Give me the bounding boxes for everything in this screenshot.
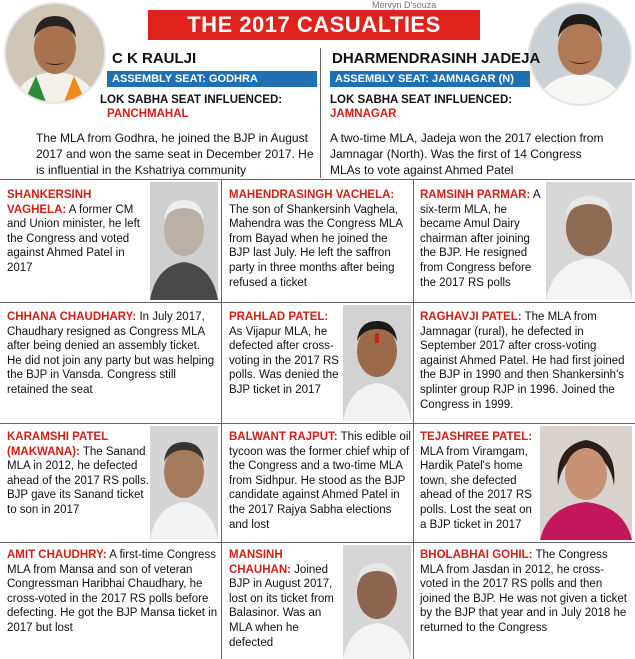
- profile-name: RAGHAVJI PATEL:: [420, 311, 522, 323]
- photo-prahlad-patel: [343, 305, 411, 421]
- lok-sabha-label: LOK SABHA SEAT INFLUENCED:: [330, 94, 513, 106]
- profile-text: The son of Shankersinh Vaghela, Mahendra was the Congress MLA from Bayad when he joined the BJP last July. He left the saffron party in three months after being refused a ticket: [229, 203, 403, 289]
- profile-name: AMIT CHAUDHRY:: [7, 549, 107, 561]
- lok-sabha-value: JAMNAGAR: [330, 108, 397, 120]
- profile-name: MANSINH CHAUHAN:: [229, 549, 291, 576]
- page-title: THE 2017 CASUALTIES: [148, 10, 480, 40]
- profile-text: The Sanand MLA in 2012, he defected ahead of the 2017 RS polls. BJP gave its Sanand ticket to son in 2017: [7, 445, 149, 516]
- profile-name: SHANKERSINH VAGHELA:: [7, 189, 92, 216]
- featured-description: The MLA from Godhra, he joined the BJP in August 2017 and won the same seat in December 2017. He is influential in the Kshatriya community: [36, 131, 314, 177]
- profile-raghavji-patel: [420, 310, 630, 412]
- lok-sabha-label: LOK SABHA SEAT INFLUENCED:: [100, 94, 283, 106]
- featured-name-ck-raulji: C K RAULJI: [112, 50, 197, 67]
- featured-description: A two-time MLA, Jadeja won the 2017 election from Jamnagar (North). Was the first of 14 Congress MLAs to vote against Ahmed Patel: [330, 131, 604, 177]
- profile-name: PRAHLAD PATEL:: [229, 311, 329, 323]
- profile-name: RAMSINH PARMAR:: [420, 189, 531, 201]
- featured-divider: [320, 48, 321, 178]
- profile-text: A first-time Congress MLA from Mansa and son of veteran Congressman Haribhai Chaudhary, he cross-voted in the 2017 RS polls before defecting. He got the BJP Mansa ticket in 2017 but lost: [7, 549, 218, 634]
- photo-karamshi-patel: [150, 426, 218, 540]
- portrait-ck-raulji: [4, 2, 106, 104]
- profile-text: The MLA from Jamnagar (rural), he defected in September 2017 after cross-voting against Ahmed Patel. He had first joined the BJP in 1990 and then Shankersinh's splinter group RJP in 1996. Joined the Congress in 1999.: [420, 311, 625, 411]
- profile-text: A former CM and Union minister, he left the Congress and voted against Ahmed Patel in 2017: [7, 203, 140, 274]
- profile-ramsinh-parmar: [420, 188, 540, 290]
- profile-shankersinh-vaghela: [7, 188, 142, 276]
- profile-name: KARAMSHI PATEL (MAKWANA):: [7, 431, 108, 458]
- seat-badge-godhra: ASSEMBLY SEAT: GODHRA: [107, 71, 317, 87]
- profile-amit-chaudhry: [7, 548, 219, 636]
- profile-chhana-chaudhary: [7, 310, 217, 398]
- profile-text: This edible oil tycoon was the former chief whip of the Congress and a two-time MLA from Sidhpur. He stood as the BJP candidate against Ahmed Patel in the 2017 Rajya Sabha elections and lost: [229, 431, 411, 531]
- grid-col-line: [221, 179, 222, 659]
- profile-name: CHHANA CHAUDHARY:: [7, 311, 137, 323]
- featured-name-jadeja: DHARMENDRASINH JADEJA: [332, 50, 541, 67]
- lok-sabha-value: PANCHMAHAL: [107, 108, 189, 120]
- profile-mahendrasingh-vachela: [229, 188, 409, 290]
- photo-shankersinh-vaghela: [150, 182, 218, 300]
- profile-text: In July 2017, Chaudhary resigned as Congress MLA after being denied an assembly ticket. He did not join any party but was helping the BJP in Vansda. Congress still retained the seat: [7, 311, 215, 396]
- profile-text: As Vijapur MLA, he defected after cross-voting in the 2017 RS polls. Was denied the BJP ticket in 2017: [229, 325, 339, 396]
- profile-balwant-rajput: [229, 430, 411, 532]
- seat-badge-jamnagar: ASSEMBLY SEAT: JAMNAGAR (N): [330, 71, 530, 87]
- profile-text: Joined BJP in August 2017, lost on its ticket from Balasinor. Was an MLA when he defected: [229, 563, 334, 649]
- grid-col-line: [413, 179, 414, 659]
- profile-text: The Congress MLA from Jasdan in 2012, he cross-voted in the 2017 RS polls and then joined the BJP. He was not given a ticket by the BJP that year and in July 2018 he returned to the Congress: [420, 549, 627, 634]
- grid-line: [0, 302, 635, 303]
- portrait-dharmendrasinh-jadeja: [528, 2, 632, 106]
- profile-name: BHOLABHAI GOHIL:: [420, 549, 533, 561]
- profile-bholabhai-gohil: [420, 548, 632, 636]
- profile-name: MAHENDRASINGH VACHELA:: [229, 189, 395, 201]
- profile-karamshi-patel: [7, 430, 149, 518]
- photo-mansinh-chauhan: [343, 545, 411, 659]
- grid-line: [0, 423, 635, 424]
- profile-mansinh-chauhan: [229, 548, 339, 650]
- cropped-byline: Mervyn D'souza: [372, 0, 437, 10]
- grid-line: [0, 542, 635, 543]
- profile-text: A six-term MLA, he became Amul Dairy chairman after joining the BJP. He resigned from Congress before the 2017 RS polls: [420, 189, 540, 289]
- profile-name: BALWANT RAJPUT:: [229, 431, 338, 443]
- photo-tejashree-patel: [540, 426, 632, 540]
- profile-text: MLA from Viramgam, Hardik Patel's home town, she defected ahead of the 2017 RS polls. Lost the seat on a BJP ticket in 2017: [420, 445, 532, 531]
- photo-ramsinh-parmar: [546, 182, 632, 300]
- grid-line: [0, 179, 635, 180]
- profile-prahlad-patel: [229, 310, 339, 398]
- profile-tejashree-patel: [420, 430, 535, 532]
- profile-name: TEJASHREE PATEL:: [420, 431, 533, 443]
